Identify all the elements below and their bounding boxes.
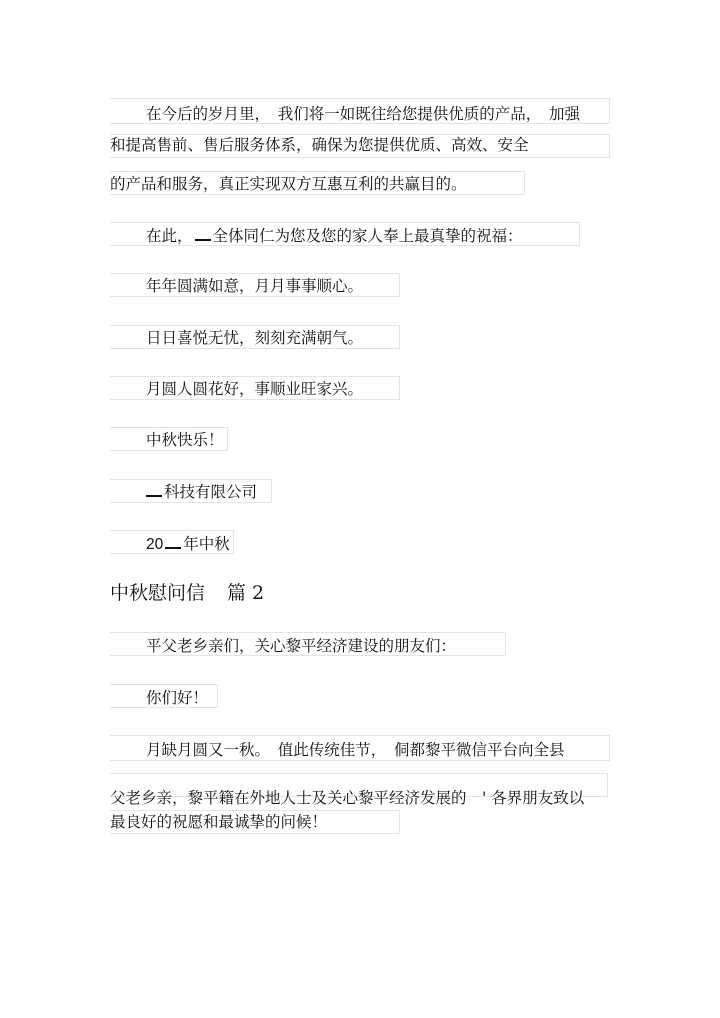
wish-line-1: 年年圆满如意，月月事事顺心。 <box>146 277 364 295</box>
festival-greeting: 中秋快乐！ <box>146 431 224 449</box>
salutation: 平父老乡亲们，关心黎平经济建设的朋友们： <box>146 637 457 655</box>
heading-title: 中秋慰问信 <box>110 582 206 604</box>
date-suffix: 年中秋 <box>183 535 230 553</box>
blank-underline <box>165 533 181 549</box>
paragraph-1-line-2: 和提高售前、售后服务体系，确保为您提供优质、高效、安全 <box>110 136 529 154</box>
paragraph-2-line-1: 月缺月圆又一秋。 值此传统佳节， 侗都黎平微信平台向全县 <box>146 741 565 759</box>
blessing-intro <box>146 225 523 246</box>
heading-part: 篇 2 <box>227 582 265 604</box>
wish-line-2: 日日喜悦无忧，刻刻充满朝气。 <box>146 329 364 347</box>
blank-underline <box>195 225 211 241</box>
hello-line: 你们好！ <box>146 689 209 707</box>
wish-line-3: 月圆人圆花好，事顺业旺家兴。 <box>146 380 364 398</box>
paragraph-1-line-1: 在今后的岁月里， 我们将一如既往给您提供优质的产品， 加强 <box>146 105 581 123</box>
blessing-intro-prefix: 在此， <box>146 227 193 245</box>
blessing-intro-suffix: 全体同仁为您及您的家人奉上最真挚的祝福： <box>212 227 523 245</box>
paragraph-1-line-3: 的产品和服务，真正实现双方互惠互利的共赢目的。 <box>110 175 467 193</box>
signature-date <box>146 533 230 555</box>
company-signature <box>146 481 257 502</box>
section-heading <box>110 583 264 603</box>
paragraph-2-line-2: 父老乡亲，黎平籍在外地人士及关心黎平经济发展的 ' 各界朋友致以 <box>110 789 585 807</box>
company-name: 科技有限公司 <box>164 483 258 501</box>
date-year-prefix: 20 <box>146 536 164 553</box>
paragraph-2-line-3: 最良好的祝愿和最诚挚的问候！ <box>110 813 328 831</box>
blank-underline <box>146 481 162 497</box>
